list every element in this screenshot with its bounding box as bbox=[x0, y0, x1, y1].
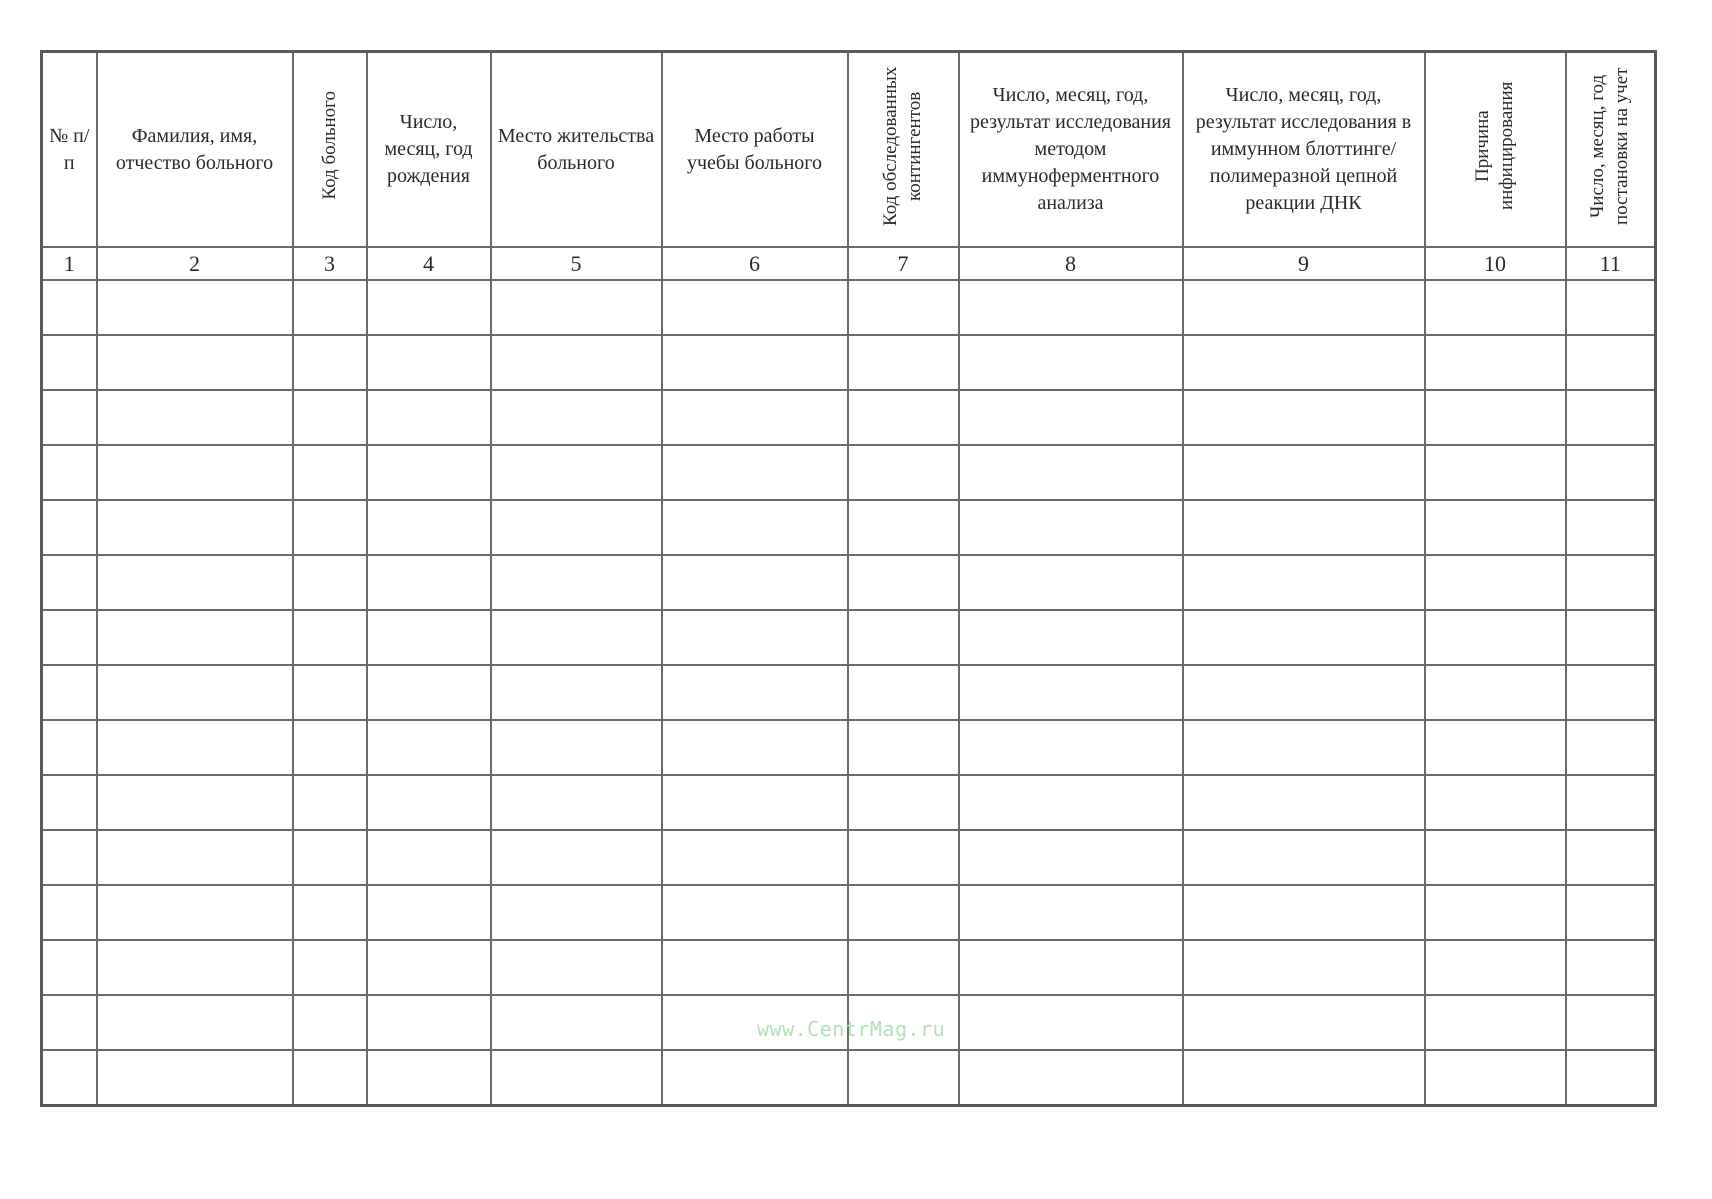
empty-cell bbox=[367, 445, 491, 500]
empty-cell bbox=[491, 280, 662, 335]
header-cell-ifa-result: Число, месяц, год, результат исследования методом иммуноферментного анализа bbox=[959, 52, 1183, 248]
empty-cell bbox=[97, 555, 293, 610]
column-number: 4 bbox=[367, 247, 491, 280]
empty-cell bbox=[1183, 335, 1425, 390]
empty-cell bbox=[1183, 500, 1425, 555]
empty-cell bbox=[42, 280, 97, 335]
empty-cell bbox=[662, 555, 848, 610]
empty-cell bbox=[1566, 995, 1656, 1050]
empty-cell bbox=[97, 610, 293, 665]
empty-cell bbox=[662, 665, 848, 720]
empty-cell bbox=[1425, 280, 1566, 335]
empty-cell bbox=[848, 775, 959, 830]
empty-cell bbox=[1183, 775, 1425, 830]
registry-form-table bbox=[40, 50, 1657, 1107]
empty-cell bbox=[367, 775, 491, 830]
empty-cell bbox=[42, 775, 97, 830]
header-cell-birth-date: Число, месяц, год рождения bbox=[367, 52, 491, 248]
empty-cell bbox=[42, 830, 97, 885]
empty-cell bbox=[1183, 610, 1425, 665]
empty-cell bbox=[491, 940, 662, 995]
empty-cell bbox=[959, 610, 1183, 665]
empty-cell bbox=[97, 775, 293, 830]
column-number: 3 bbox=[293, 247, 367, 280]
empty-cell bbox=[293, 885, 367, 940]
table-row bbox=[42, 885, 1656, 940]
empty-cell bbox=[959, 775, 1183, 830]
empty-cell bbox=[1566, 775, 1656, 830]
table-row bbox=[42, 665, 1656, 720]
empty-cell bbox=[959, 280, 1183, 335]
table-row bbox=[42, 445, 1656, 500]
empty-cell bbox=[293, 500, 367, 555]
empty-cell bbox=[848, 885, 959, 940]
empty-cell bbox=[848, 610, 959, 665]
empty-cell bbox=[367, 555, 491, 610]
table-row bbox=[42, 720, 1656, 775]
table-row bbox=[42, 940, 1656, 995]
empty-cell bbox=[97, 280, 293, 335]
empty-cell bbox=[848, 940, 959, 995]
header-cell-number: № п/п bbox=[42, 52, 97, 248]
empty-cell bbox=[1425, 555, 1566, 610]
empty-cell bbox=[848, 1050, 959, 1106]
header-cell-patient-code: Код больного bbox=[293, 52, 367, 248]
empty-cell bbox=[1425, 720, 1566, 775]
empty-cell bbox=[42, 940, 97, 995]
empty-cell bbox=[42, 445, 97, 500]
empty-cell bbox=[491, 720, 662, 775]
empty-cell bbox=[1566, 665, 1656, 720]
empty-cell bbox=[491, 665, 662, 720]
empty-cell bbox=[662, 775, 848, 830]
empty-cell bbox=[491, 610, 662, 665]
header-row bbox=[42, 52, 1656, 248]
empty-cell bbox=[293, 1050, 367, 1106]
empty-cell bbox=[959, 720, 1183, 775]
empty-cell bbox=[367, 665, 491, 720]
table-row bbox=[42, 1050, 1656, 1106]
empty-cell bbox=[1183, 995, 1425, 1050]
empty-cell bbox=[97, 995, 293, 1050]
empty-cell bbox=[491, 500, 662, 555]
empty-cell bbox=[959, 335, 1183, 390]
empty-cell bbox=[293, 390, 367, 445]
empty-cell bbox=[97, 885, 293, 940]
column-number: 6 bbox=[662, 247, 848, 280]
table-row bbox=[42, 280, 1656, 335]
empty-cell bbox=[42, 610, 97, 665]
empty-cell bbox=[491, 995, 662, 1050]
column-number: 7 bbox=[848, 247, 959, 280]
empty-cell bbox=[1425, 610, 1566, 665]
column-number-row bbox=[42, 247, 1656, 280]
empty-cell bbox=[848, 500, 959, 555]
empty-cell bbox=[1425, 940, 1566, 995]
empty-cell bbox=[1425, 335, 1566, 390]
empty-cell bbox=[367, 995, 491, 1050]
empty-cell bbox=[1425, 390, 1566, 445]
empty-cell bbox=[1425, 885, 1566, 940]
column-number: 9 bbox=[1183, 247, 1425, 280]
empty-cell bbox=[1183, 1050, 1425, 1106]
empty-cell bbox=[959, 1050, 1183, 1106]
table-body bbox=[42, 280, 1656, 1106]
empty-cell bbox=[662, 445, 848, 500]
empty-cell bbox=[1183, 555, 1425, 610]
empty-cell bbox=[1425, 500, 1566, 555]
empty-cell bbox=[1183, 830, 1425, 885]
empty-cell bbox=[959, 500, 1183, 555]
empty-cell bbox=[293, 555, 367, 610]
empty-cell bbox=[848, 280, 959, 335]
empty-cell bbox=[1566, 390, 1656, 445]
empty-cell bbox=[959, 995, 1183, 1050]
table-row bbox=[42, 830, 1656, 885]
empty-cell bbox=[293, 830, 367, 885]
empty-cell bbox=[367, 335, 491, 390]
empty-cell bbox=[367, 500, 491, 555]
empty-cell bbox=[491, 555, 662, 610]
empty-cell bbox=[662, 940, 848, 995]
empty-cell bbox=[1425, 445, 1566, 500]
empty-cell bbox=[662, 610, 848, 665]
empty-cell bbox=[662, 335, 848, 390]
header-cell-registration-date: Число, месяц, год постановки на учет bbox=[1566, 52, 1656, 248]
empty-cell bbox=[491, 390, 662, 445]
empty-cell bbox=[293, 995, 367, 1050]
empty-cell bbox=[97, 335, 293, 390]
empty-cell bbox=[848, 830, 959, 885]
empty-cell bbox=[97, 720, 293, 775]
empty-cell bbox=[848, 335, 959, 390]
empty-cell bbox=[959, 445, 1183, 500]
column-number: 5 bbox=[491, 247, 662, 280]
empty-cell bbox=[97, 500, 293, 555]
empty-cell bbox=[42, 720, 97, 775]
empty-cell bbox=[1183, 445, 1425, 500]
empty-cell bbox=[491, 445, 662, 500]
empty-cell bbox=[97, 665, 293, 720]
empty-cell bbox=[367, 280, 491, 335]
empty-cell bbox=[97, 940, 293, 995]
header-cell-workplace: Место работы учебы больного bbox=[662, 52, 848, 248]
empty-cell bbox=[491, 1050, 662, 1106]
header-cell-infection-cause: Причина инфицирования bbox=[1425, 52, 1566, 248]
watermark: www.CentrMag.ru bbox=[757, 1017, 946, 1041]
empty-cell bbox=[42, 335, 97, 390]
table-row bbox=[42, 610, 1656, 665]
empty-cell bbox=[1566, 555, 1656, 610]
header-cell-residence: Место жительства больного bbox=[491, 52, 662, 248]
empty-cell bbox=[491, 830, 662, 885]
table-header bbox=[42, 52, 1656, 281]
empty-cell bbox=[1425, 995, 1566, 1050]
empty-cell bbox=[959, 665, 1183, 720]
table-row bbox=[42, 555, 1656, 610]
empty-cell bbox=[1566, 1050, 1656, 1106]
empty-cell bbox=[1183, 390, 1425, 445]
empty-cell bbox=[662, 830, 848, 885]
empty-cell bbox=[1183, 885, 1425, 940]
empty-cell bbox=[959, 830, 1183, 885]
empty-cell bbox=[662, 885, 848, 940]
empty-cell bbox=[959, 940, 1183, 995]
empty-cell bbox=[293, 610, 367, 665]
empty-cell bbox=[1425, 665, 1566, 720]
empty-cell bbox=[42, 1050, 97, 1106]
empty-cell bbox=[293, 445, 367, 500]
empty-cell bbox=[1183, 665, 1425, 720]
empty-cell bbox=[42, 500, 97, 555]
empty-cell bbox=[959, 555, 1183, 610]
empty-cell bbox=[1183, 720, 1425, 775]
empty-cell bbox=[293, 335, 367, 390]
empty-cell bbox=[662, 720, 848, 775]
empty-cell bbox=[1566, 940, 1656, 995]
empty-cell bbox=[1566, 830, 1656, 885]
empty-cell bbox=[42, 390, 97, 445]
empty-cell bbox=[42, 995, 97, 1050]
empty-cell bbox=[367, 1050, 491, 1106]
empty-cell bbox=[848, 665, 959, 720]
column-number: 8 bbox=[959, 247, 1183, 280]
empty-cell bbox=[1183, 280, 1425, 335]
empty-cell bbox=[367, 885, 491, 940]
column-number: 11 bbox=[1566, 247, 1656, 280]
empty-cell bbox=[491, 885, 662, 940]
empty-cell bbox=[367, 610, 491, 665]
table-row bbox=[42, 390, 1656, 445]
header-cell-blot-pcr-result: Число, месяц, год, результат исследования в иммунном блоттинге/ полимеразной цепной реакции ДНК bbox=[1183, 52, 1425, 248]
header-cell-contingent-code: Код обследованных контингентов bbox=[848, 52, 959, 248]
empty-cell bbox=[1566, 500, 1656, 555]
empty-cell bbox=[42, 555, 97, 610]
empty-cell bbox=[1566, 885, 1656, 940]
empty-cell bbox=[491, 775, 662, 830]
empty-cell bbox=[42, 665, 97, 720]
empty-cell bbox=[1566, 280, 1656, 335]
table-row bbox=[42, 500, 1656, 555]
header-cell-full-name: Фамилия, имя, отчество больного bbox=[97, 52, 293, 248]
empty-cell bbox=[959, 885, 1183, 940]
empty-cell bbox=[97, 390, 293, 445]
empty-cell bbox=[848, 555, 959, 610]
empty-cell bbox=[662, 390, 848, 445]
empty-cell bbox=[1425, 830, 1566, 885]
empty-cell bbox=[662, 280, 848, 335]
empty-cell bbox=[42, 885, 97, 940]
empty-cell bbox=[1566, 445, 1656, 500]
empty-cell bbox=[97, 445, 293, 500]
table-row bbox=[42, 775, 1656, 830]
empty-cell bbox=[367, 830, 491, 885]
empty-cell bbox=[848, 720, 959, 775]
empty-cell bbox=[293, 775, 367, 830]
empty-cell bbox=[491, 335, 662, 390]
empty-cell bbox=[367, 390, 491, 445]
empty-cell bbox=[1566, 335, 1656, 390]
empty-cell bbox=[1566, 610, 1656, 665]
empty-cell bbox=[1425, 1050, 1566, 1106]
empty-cell bbox=[367, 940, 491, 995]
empty-cell bbox=[848, 445, 959, 500]
empty-cell bbox=[293, 720, 367, 775]
empty-cell bbox=[367, 720, 491, 775]
table-row bbox=[42, 335, 1656, 390]
empty-cell bbox=[1566, 720, 1656, 775]
column-number: 10 bbox=[1425, 247, 1566, 280]
column-number: 1 bbox=[42, 247, 97, 280]
empty-cell bbox=[662, 1050, 848, 1106]
empty-cell bbox=[97, 1050, 293, 1106]
column-number: 2 bbox=[97, 247, 293, 280]
empty-cell bbox=[1425, 775, 1566, 830]
empty-cell bbox=[848, 390, 959, 445]
empty-cell bbox=[1183, 940, 1425, 995]
empty-cell bbox=[293, 940, 367, 995]
empty-cell bbox=[662, 500, 848, 555]
empty-cell bbox=[293, 665, 367, 720]
empty-cell bbox=[959, 390, 1183, 445]
empty-cell bbox=[97, 830, 293, 885]
empty-cell bbox=[293, 280, 367, 335]
